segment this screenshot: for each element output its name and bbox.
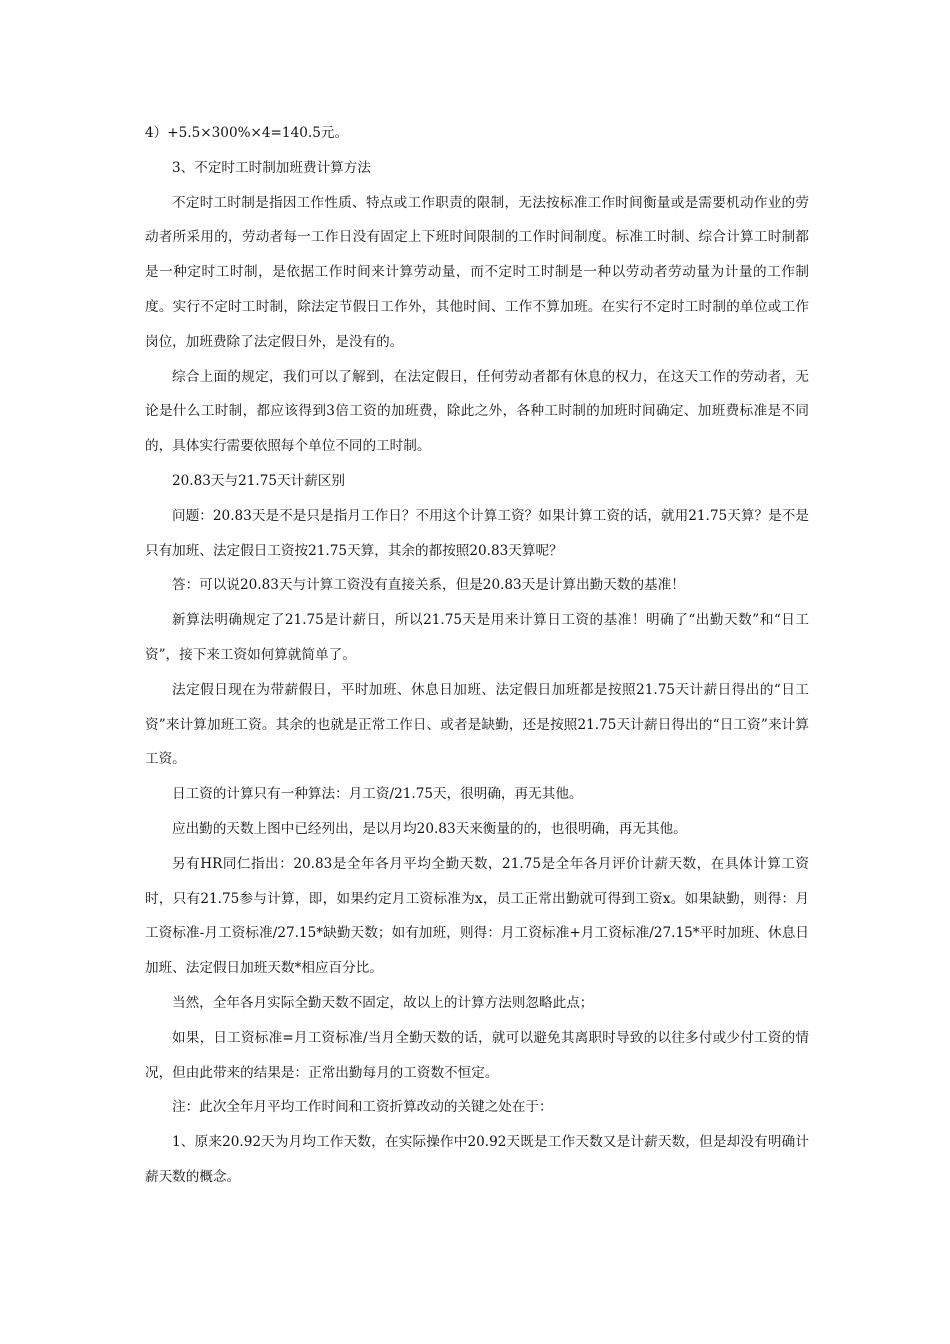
section-heading-pay-days-difference: 20.83天与21.75天计薪区别 — [172, 472, 345, 489]
note-paragraph: 注：此次全年月平均工作时间和工资折算改动的关键之处在于： — [172, 1099, 553, 1116]
attendance-paragraph: 应出勤的天数上图中已经列出，是以月均20.83天来衡量的的，也很明确，再无其他。 — [172, 820, 687, 837]
irregular-hours-definition-paragraph: 不定时工时制是指因工作性质、特点或工作职责的限制，无法按标准工作时间衡量或是需要机动作业的劳动者所采用的，劳动者每一工作日没有固定上下班时间限制的工作时间制度。标准工时制、综合计算工时制都是一种定时工时制，是依据工作时间来计算劳动量，而不定时工时制是一种以劳动者劳动量为计量的工作制度。实行不定时工时制，除法定节假日工作外，其他时间、工作不算加班。在实行不定时工时制的单位或工作岗位，加班费除了法定假日外，是没有的。 — [145, 194, 809, 350]
answer-paragraph: 答：可以说20.83天与计算工资没有直接关系，但是20.83天是计算出勤天数的基准！ — [172, 577, 685, 594]
point-1-paragraph: 1、原来20.92天为月均工作天数，在实际操作中20.92天既是工作天数又是计薪天数，但是却没有明确计薪天数的概念。 — [145, 1134, 809, 1185]
daily-standard-paragraph: 如果，日工资标准=月工资标准/当月全勤天数的话，就可以避免其离职时导致的以往多付或少付工资的情况，但由此带来的结果是：正常出勤每月的工资数不恒定。 — [145, 1029, 809, 1081]
new-method-paragraph: 新算法明确规定了21.75是计薪日，所以21.75天是用来计算日工资的基准！明确了“出勤天数”和“日工资”，接下来工资如何算就简单了。 — [145, 612, 809, 663]
ignore-note-paragraph: 当然，全年各月实际全勤天数不固定，故以上的计算方法则忽略此点； — [172, 994, 594, 1011]
section-heading-irregular-overtime: 3、不定时工时制加班费计算方法 — [172, 159, 371, 176]
question-paragraph: 问题：20.83天是不是只是指月工作日？不用这个计算工资？如果计算工资的话，就用21.75天算？是不是只有加班、法定假日工资按21.75天算，其余的都按照20.83天算呢？ — [145, 507, 809, 559]
document-body — [145, 116, 809, 1195]
hr-note-paragraph: 另有HR同仁指出：20.83是全年各月平均全勤天数，21.75是全年各月评价计薪天数，在具体计算工资时，只有21.75参与计算，即，如果约定月工资标准为x，员工正常出勤就可得到工资x。如果缺勤，则得：月工资标准-月工资标准/27.15*缺勤天数；如有加班，则得：月工资标准+月工资标准/27.15*平时加班、休息日加班、法定假日加班天数*相应百分比。 — [145, 855, 809, 977]
calc-tail-paragraph: 4）+5.5×300%×4=140.5元。 — [145, 125, 349, 141]
holiday-paragraph: 法定假日现在为带薪假日，平时加班、休息日加班、法定假日加班都是按照21.75天计薪日得出的“日工资”来计算加班工资。其余的也就是正常工作日、或者是缺勤，还是按照21.75天计薪日得出的“日工资”来计算工资。 — [145, 681, 809, 768]
summary-paragraph: 综合上面的规定，我们可以了解到，在法定假日，任何劳动者都有休息的权力，在这天工作的劳动者，无论是什么工时制，都应该得到3倍工资的加班费，除此之外，各种工时制的加班时间确定、加班费标准是不同的，具体实行需要依照每个单位不同的工时制。 — [145, 368, 809, 455]
daily-wage-paragraph: 日工资的计算只有一种算法：月工资/21.75天，很明确，再无其他。 — [172, 786, 583, 803]
